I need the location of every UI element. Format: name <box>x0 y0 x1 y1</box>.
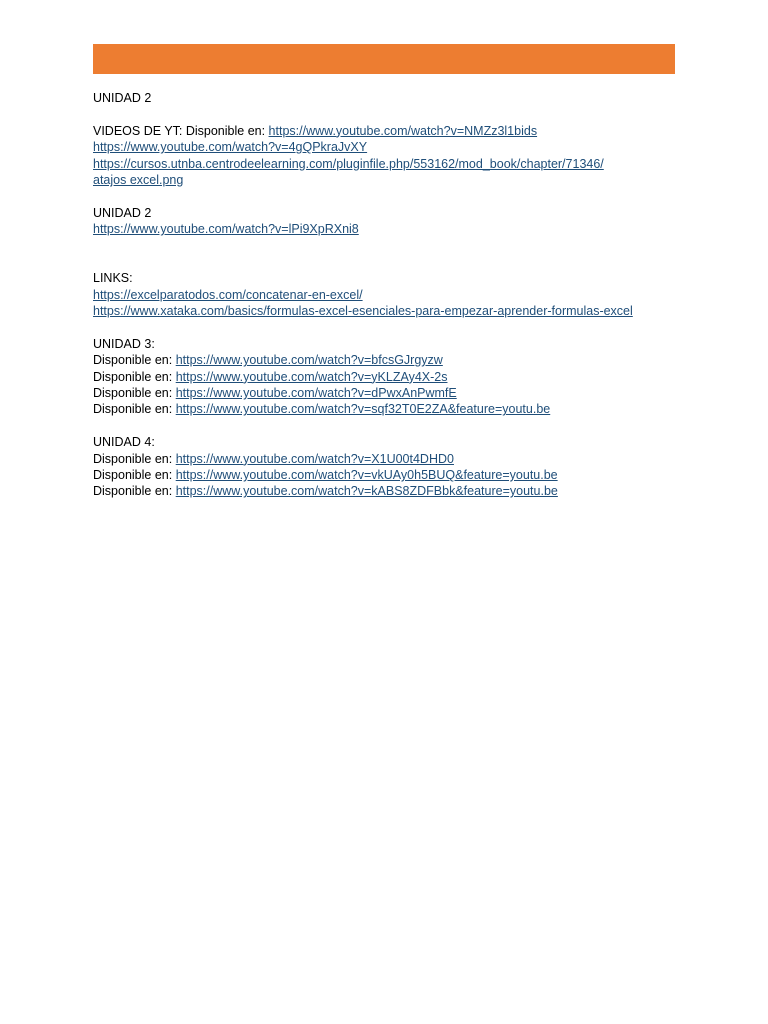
unidad4-row-1 <box>93 451 693 467</box>
unidad3-link-3[interactable]: https://www.youtube.com/watch?v=dPwxAnPwmfE <box>175 386 457 401</box>
unidad3-row-4 <box>93 401 693 417</box>
unidad4-row-2 <box>93 467 693 483</box>
unidad3-heading: UNIDAD 3: <box>93 336 155 351</box>
spacer <box>93 418 693 434</box>
unidad4-heading: UNIDAD 4: <box>93 435 155 450</box>
videos-line <box>93 123 693 139</box>
spacer <box>93 188 693 204</box>
links-link-2[interactable]: https://www.xataka.com/basics/formulas-excel-esenciales-para-empezar-aprender-formulas-excel <box>93 304 633 319</box>
disponible-label: Disponible en: <box>93 451 176 466</box>
unidad2-link-1[interactable]: https://www.youtube.com/watch?v=NMZz3l1bids <box>268 123 538 138</box>
links-link-1[interactable]: https://excelparatodos.com/concatenar-en-excel/ <box>93 287 363 302</box>
links-link-2-line <box>93 303 693 319</box>
disponible-label: Disponible en: <box>93 353 176 368</box>
unidad2-link-2[interactable]: https://www.youtube.com/watch?v=4gQPkraJvXY <box>93 140 368 155</box>
disponible-label: Disponible en: <box>93 484 176 499</box>
unidad2-heading: UNIDAD 2 <box>93 91 152 105</box>
spacer <box>93 254 693 270</box>
unidad3-row-2 <box>93 369 693 385</box>
disponible-label: Disponible en: <box>93 369 176 384</box>
unidad2-link-3[interactable]: https://cursos.utnba.centrodeelearning.com/pluginfile.php/553162/mod_book/chapter/71346/ <box>93 156 604 171</box>
unidad2-link-3-cont-line <box>93 172 693 188</box>
videos-label: VIDEOS DE YT: Disponible en: <box>93 123 269 138</box>
spacer <box>93 238 693 254</box>
disponible-label: Disponible en: <box>93 402 176 417</box>
unidad3-link-2[interactable]: https://www.youtube.com/watch?v=yKLZAy4X-2s <box>175 369 448 384</box>
unidad4-link-1[interactable]: https://www.youtube.com/watch?v=X1U00t4DHD0 <box>175 451 454 466</box>
document-content <box>93 90 693 500</box>
unidad4-link-3[interactable]: https://www.youtube.com/watch?v=kABS8ZDFBbk&feature=youtu.be <box>175 484 558 499</box>
unidad2b-heading: UNIDAD 2 <box>93 205 152 220</box>
unidad2-link-3-continuation[interactable]: atajos excel.png <box>93 172 184 187</box>
links-link-1-line <box>93 287 693 303</box>
unidad3-row-3 <box>93 385 693 401</box>
spacer <box>93 106 693 122</box>
disponible-label: Disponible en: <box>93 467 176 482</box>
unidad2b-link-line <box>93 221 693 237</box>
unidad4-row-3 <box>93 483 693 499</box>
unidad3-row-1 <box>93 352 693 368</box>
disponible-label: Disponible en: <box>93 386 176 401</box>
unidad2-link-3-line <box>93 156 693 172</box>
spacer <box>93 319 693 335</box>
unidad2b-link-1[interactable]: https://www.youtube.com/watch?v=lPi9XpRXni8 <box>93 222 359 237</box>
unidad3-link-1[interactable]: https://www.youtube.com/watch?v=bfcsGJrgyzw <box>175 353 443 368</box>
header-bar <box>93 44 675 74</box>
unidad3-link-4[interactable]: https://www.youtube.com/watch?v=sqf32T0E2ZA&feature=youtu.be <box>175 402 551 417</box>
unidad2-link-2-line <box>93 139 693 155</box>
links-heading: LINKS: <box>93 271 133 286</box>
unidad4-link-2[interactable]: https://www.youtube.com/watch?v=vkUAy0h5BUQ&feature=youtu.be <box>175 467 558 482</box>
